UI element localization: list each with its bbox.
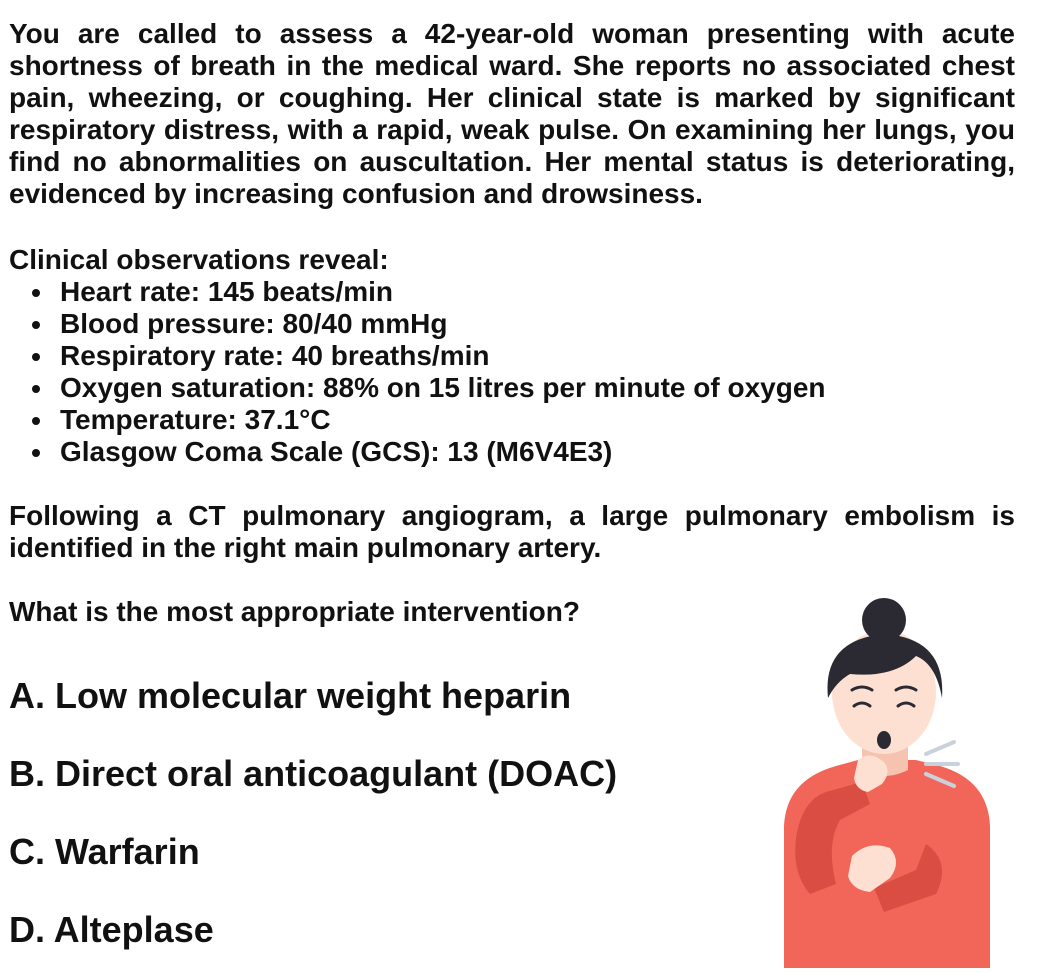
breath-line-1: [926, 742, 954, 754]
option-d[interactable]: D. Alteplase: [9, 909, 214, 950]
observation-oxygen-saturation: Oxygen saturation: 88% on 15 litres per minute of oxygen: [30, 372, 826, 404]
observation-gcs: Glasgow Coma Scale (GCS): 13 (M6V4E3): [30, 436, 826, 468]
observations-list: [30, 276, 826, 468]
case-intro: You are called to assess a 42-year-old woman presenting with acute shortness of breath in the medical ward. She reports no associated chest pain, wheezing, or coughing. Her clinical state is marked by significant respiratory distress, with a rapid, weak pulse. On examining her lungs, you find no abnormalities on auscultation. Her mental status is deteriorating, evidenced by increasing confusion and drowsiness.: [9, 18, 1015, 209]
option-c[interactable]: C. Warfarin: [9, 831, 200, 872]
woman-breathless-illustration: [766, 594, 1002, 968]
observations-heading: Clinical observations reveal:: [9, 244, 389, 275]
hair-bun-shape: [862, 598, 906, 642]
mouth-shape: [877, 731, 891, 749]
observation-heart-rate: Heart rate: 145 beats/min: [30, 276, 826, 308]
observation-temperature: Temperature: 37.1°C: [30, 404, 826, 436]
woman-breathless-icon: [766, 594, 1002, 968]
observation-blood-pressure: Blood pressure: 80/40 mmHg: [30, 308, 826, 340]
option-a[interactable]: A. Low molecular weight heparin: [9, 675, 572, 716]
question-text: What is the most appropriate intervention?: [9, 596, 580, 627]
observation-respiratory-rate: Respiratory rate: 40 breaths/min: [30, 340, 826, 372]
ct-finding: Following a CT pulmonary angiogram, a large pulmonary embolism is identified in the right main pulmonary artery.: [9, 500, 1015, 563]
option-b[interactable]: B. Direct oral anticoagulant (DOAC): [9, 753, 618, 794]
